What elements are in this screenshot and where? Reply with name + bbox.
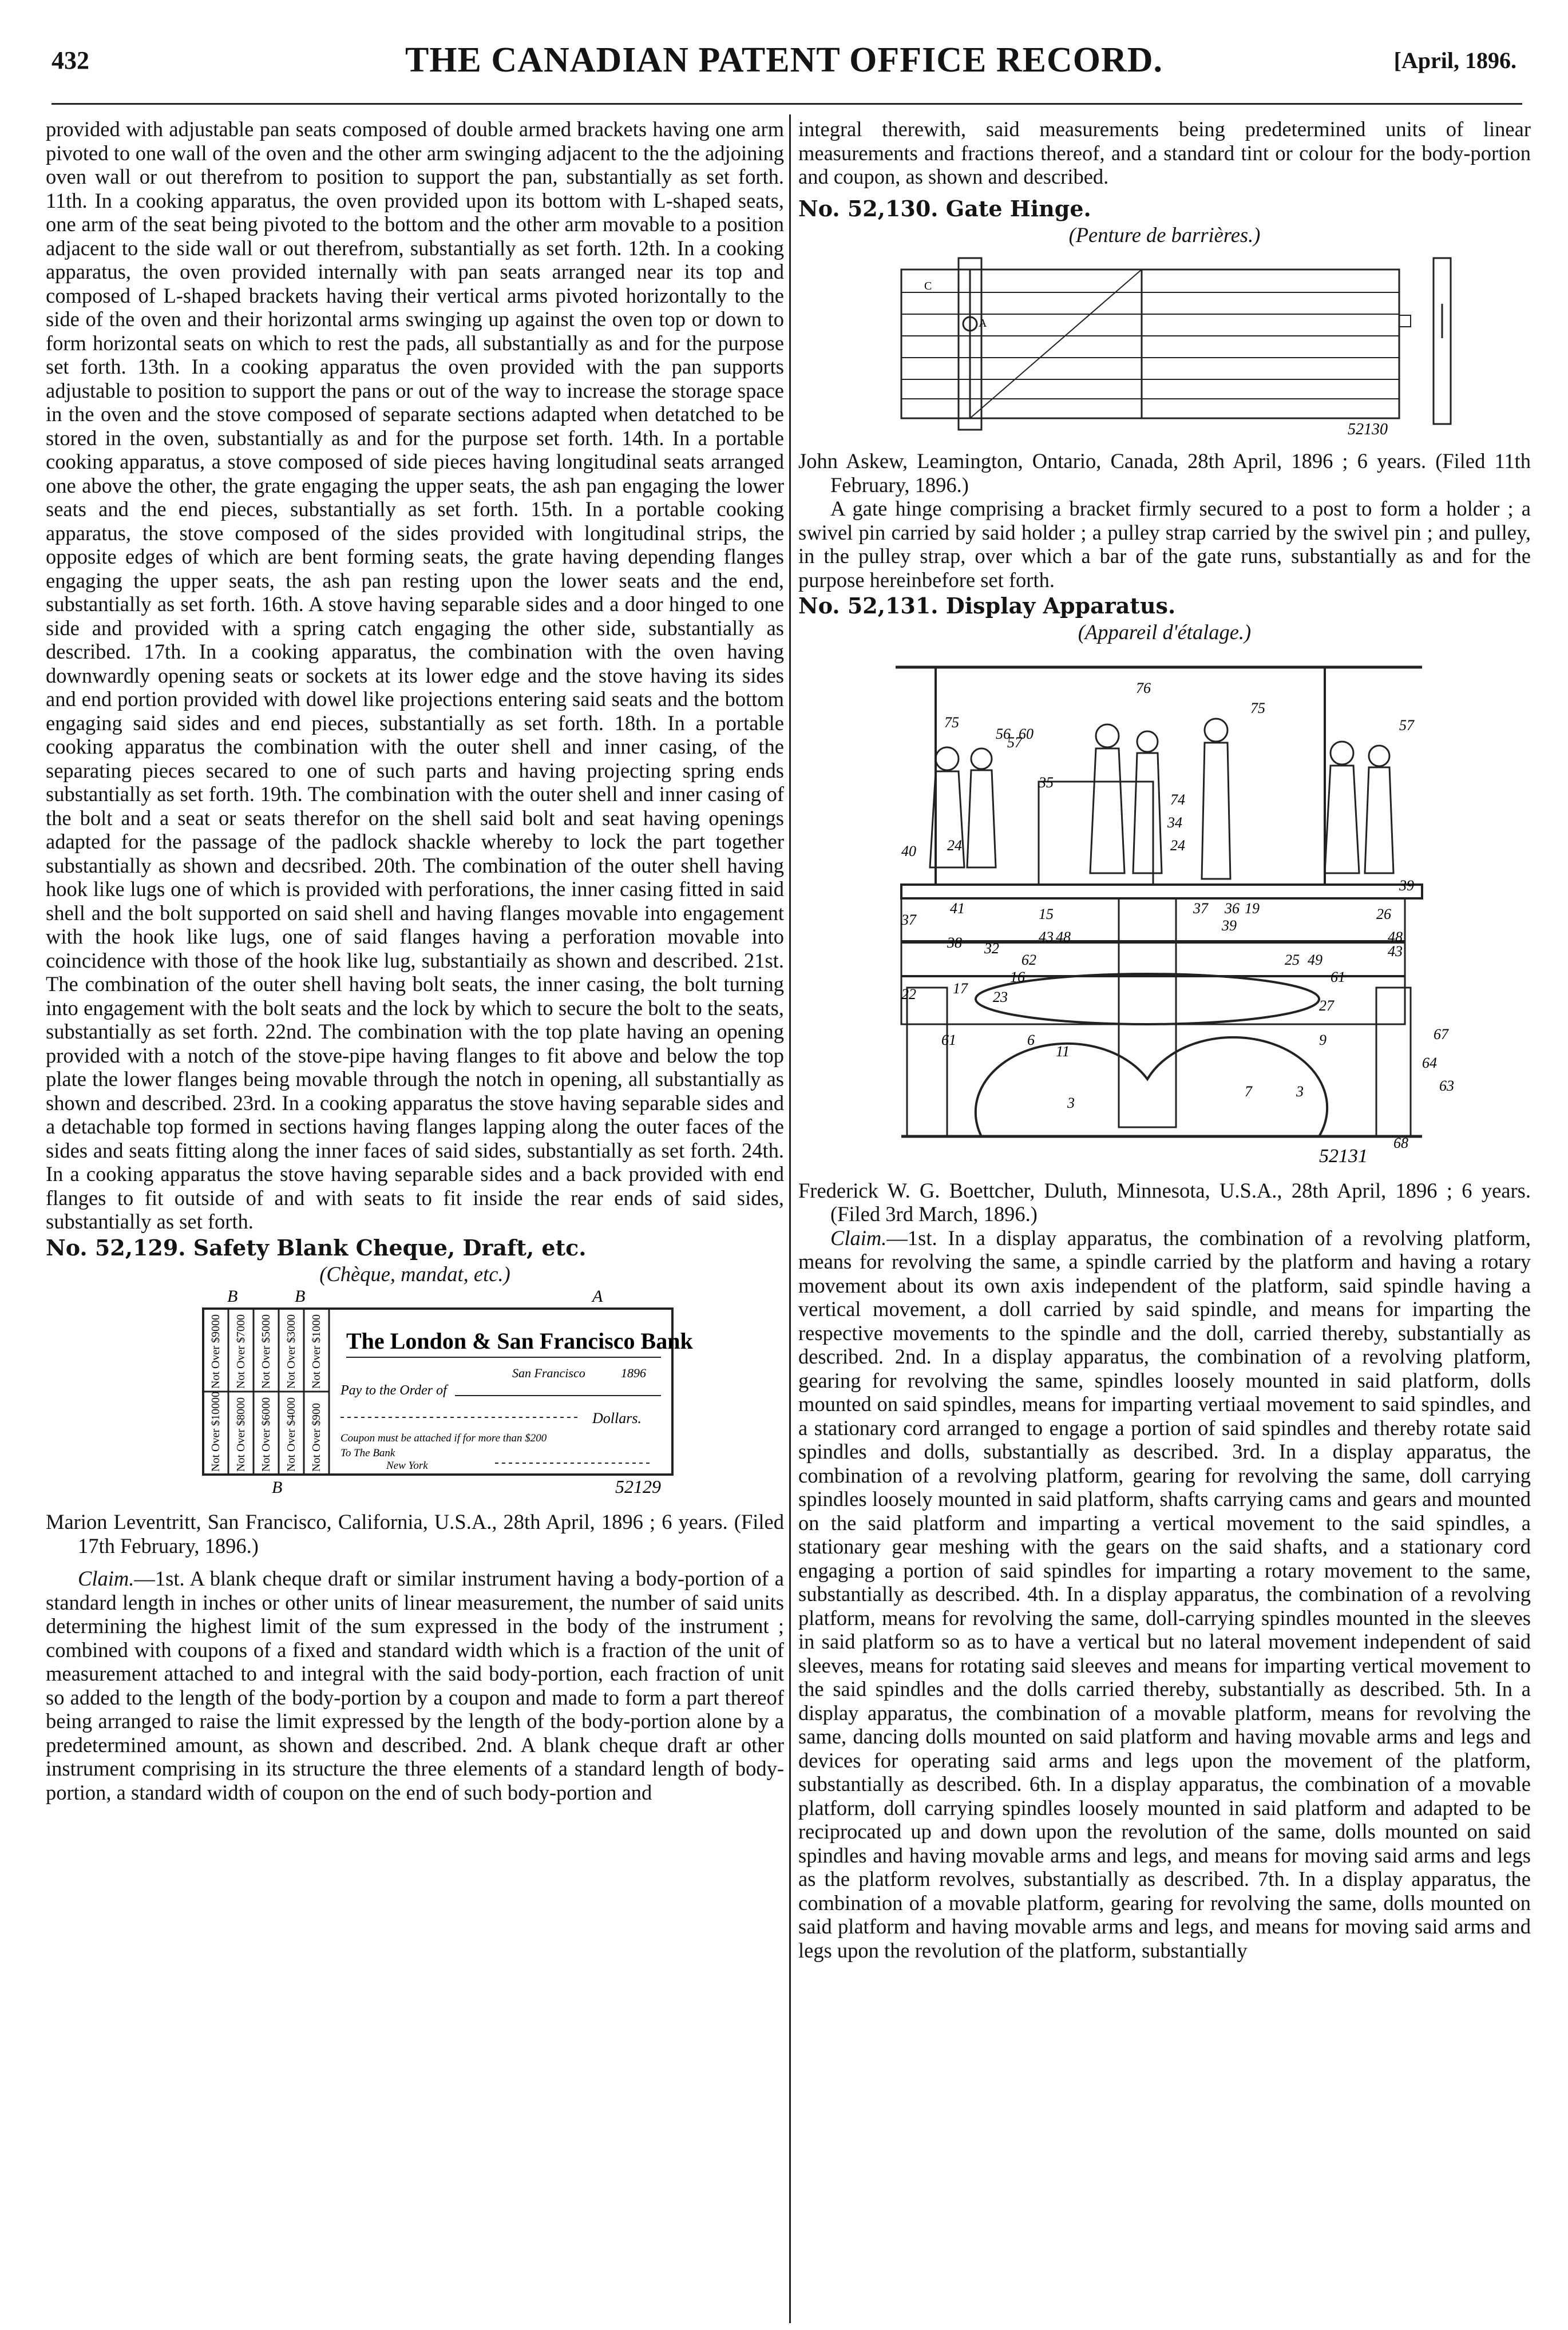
apparatus-fig-number: 52131 [1319,1145,1368,1167]
ref-letter-a: A [592,1287,603,1306]
apparatus-label: 74 [1170,791,1185,808]
apparatus-label: 3 [1067,1094,1075,1111]
gate-fig-number: 52130 [1348,421,1388,438]
ref-letter-b-1: B [227,1287,238,1306]
apparatus-label: 11 [1056,1043,1070,1060]
apparatus-label: 75 [944,714,959,731]
claims-text-52131: —1st. In a display apparatus, the combination of a revolving platform, means for revolving the same, a spindle carried by the platform and having a rotary movement about its own axis independent of the platform, said spindle having a vertical movement, a doll carried by said spindle, and means for imparting the respective movements to the spindle and the doll, carried thereby, substantially as described. 2nd. In a display apparatus, the combination of a revolving platform, gearing for revolving the same, spindles loosely mounted in said platform, dolls mounted on said spindles, means for imparting vertiaal movement to said spindles, and a stationary cord arranged to engage a portion of said spindles and thereby rotate said spindles and dolls, substantially as described. 3rd. In a display apparatus, the combination of a revolving platform, gearing for revolving the same, doll carrying spindles loosely mounted in said platform, shafts carrying cams and gears and mounted on the said platform and imparting a vertical movement to the said spindles, a stationary gear meshing with the gears on the said shafts, and a stationary cord engaging a portion of said spindles for imparting a rotary movement to the same, substantially as described. 4th. In a display apparatus, the combination of a revolving platform, means for revolving the same, doll-carrying spindles mounted in the sleeves in said platform so as to have a vertical but no lateral movement independent of said sleeves, means for rotating said sleeves and means for imparting vertical movement to the said spindles and the dolls carried thereby, substantially as described. 5th. In a display apparatus, the combination of a movable platform, means for revolving the same, dancing dolls mounted on said platform and having movable arms and legs and devices for operating said arms and legs upon the movement of the platform, substantially as described. 6th. In a display apparatus, the combination of a movable platform, doll carrying spindles loosely mounted in said platform and adapted to be reciprocated up and down upon the revolution of the same, dolls mounted on said spindles and having movable arms and legs, and means for moving said arms and legs as the platform revolves, substantially as described. 7th. In a display apparatus, the combination of a movable platform, gearing for revolving the same, dolls mounted on said platform and having movable arms and legs, and means for moving said arms and legs upon the revolution of the platform, substantially [798,1226,1531,1962]
apparatus-label: 63 [1439,1077,1454,1094]
patent-heading-52131: No. 52,131. Display Apparatus. [798,593,1176,619]
apparatus-label: 61 [941,1031,956,1048]
page-header [52,40,1516,92]
stub-top-5: Not Over $1000 [310,1314,323,1389]
claims-52131 [798,1226,1531,1963]
bank-name: The London & San Francisco Bank [346,1328,693,1354]
apparatus-label: 39 [1399,877,1414,894]
french-title-52129: (Chèque, mandat, etc.) [319,1262,510,1286]
french-title-52131: (Appareil d'étalage.) [1078,620,1252,644]
claims-52129 [46,1567,784,1804]
cheque-year: 1896 [621,1366,646,1380]
french-title-52130: (Penture de barrières.) [1068,223,1261,247]
gate-hinge-drawing [856,247,1474,441]
apparatus-label: 32 [984,940,999,957]
apparatus-label: 9 [1319,1031,1327,1048]
apparatus-label: 7 [1245,1083,1252,1100]
drawee-city: New York [386,1460,428,1472]
apparatus-label: 43 [1388,942,1403,960]
issue-date: [April, 1896. [1393,47,1516,73]
stub-top-4: Not Over $3000 [285,1314,298,1389]
apparatus-label: 27 [1319,997,1334,1014]
apparatus-label: 67 [1434,1025,1448,1043]
apparatus-label: 60 [1019,725,1034,742]
apparatus-label: 34 [1167,814,1182,831]
apparatus-label: 24 [947,837,962,854]
apparatus-label: 68 [1393,1134,1408,1151]
ref-letter-b-3: B [272,1478,283,1497]
apparatus-label: 57 [1007,734,1022,751]
right-column [798,117,1531,1962]
apparatus-label: 39 [1222,917,1237,934]
dollars-label: Dollars. [592,1410,642,1426]
cheque-fig-number: 52129 [615,1476,661,1497]
apparatus-label: 22 [901,985,916,1002]
page-number: 432 [52,46,89,74]
apparatus-label: 43 [1039,928,1054,945]
stub-bottom-1: Not Over $10000 [209,1392,222,1472]
apparatus-label: 76 [1136,679,1151,696]
apparatus-label: 40 [901,842,916,859]
apparatus-label: 15 [1039,905,1054,922]
apparatus-label: 48 [1388,928,1403,945]
cheque-place: San Francisco [512,1366,585,1380]
journal-title: THE CANADIAN PATENT OFFICE RECORD. [405,41,1163,80]
cheque-figure [100,1286,730,1497]
apparatus-label: 75 [1250,699,1265,716]
apparatus-label: 49 [1308,951,1322,968]
apparatus-label: 3 [1296,1083,1304,1100]
apparatus-label: 37 [1193,899,1208,917]
apparatus-label: 64 [1422,1054,1437,1071]
apparatus-label: 56 [996,725,1011,742]
apparatus-label: 38 [947,934,962,951]
gate-letter-c: C [924,280,932,292]
stub-bottom-3: Not Over $6000 [260,1397,272,1472]
pay-line: Pay to the Order of [340,1383,447,1398]
apparatus-label: 26 [1376,905,1391,922]
stub-top-3: Not Over $5000 [260,1314,272,1389]
display-apparatus-drawing [850,644,1479,1171]
stub-top-1: Not Over $9000 [209,1314,222,1389]
left-column [46,117,784,1804]
claims-text-52129: —1st. A blank cheque draft or similar instrument having a body-portion of a standard length in inches or other units of linear measurement, the number of said units determining the highest limit of the sum expressed in the body of the instrument ; combined with coupons of a fixed and standard width which is a fraction of the unit of measurement attached to and integral with the said body-portion, each fraction of unit so added to the length of the body-portion by a coupon and made to form a part thereof being arranged to raise the limit expressed by the length of the body-portion alone by a predetermined amount, as shown and described. 2nd. A blank cheque draft ar other instrument comprising in its structure the three elements of a standard length of body-portion, a standard width of coupon on the end of such body-portion and [46,1567,784,1804]
patent-heading-52129: No. 52,129. Safety Blank Cheque, Draft, etc. [46,1234,587,1261]
abstract-52130: A gate hinge comprising a bracket firmly secured to a post to form a holder ; a swivel pin carried by said holder ; a pulley strap carried by the swivel pin ; and pulley, in the pulley strap, over which a bar of the gate runs, substantially as and for the purpose hereinbefore set forth. [798,497,1531,592]
coupon-note: Coupon must be attached if for more than $200 [340,1432,547,1444]
apparatus-label: 57 [1399,716,1414,734]
continued-text-right: integral therewith, said measurements being predetermined units of linear measurements and fractions thereof, and a standard tint or colour for the body-portion and coupon, as shown and described. [798,117,1531,188]
stub-bottom-5: Not Over $900 [310,1403,323,1472]
apparatus-label: 16 [1010,968,1025,985]
apparatus-label: 17 [953,980,968,997]
display-apparatus-figure [850,644,1479,1171]
gate-hinge-figure [856,247,1474,441]
apparatus-label: 19 [1245,899,1260,917]
gate-letter-a: A [979,317,987,330]
header-rule [52,103,1522,105]
continued-claims-text: provided with adjustable pan seats composed of double armed brackets having one arm pivoted to one wall of the oven and the other arm swinging adjacent to the the adjoining oven wall or out therefrom to position to support the pan, substantially as set forth. 11th. In a cooking apparatus, the oven provided upon its bottom with L-shaped seats, one arm of the seat being pivoted to the bottom and the other arm movable to a position adjacent to the side wall or out therefrom, substantially as set forth. 12th. In a cooking apparatus, the oven provided internally with pan seats arranged near its top and composed of L-shaped brackets having their vertical arms pivoted horizontally to the side of the oven and their horizontal arms swinging up against the oven top or down to form horizontal seats on which to rest the pads, all substantially as and for the purpose set forth. 13th. In a cooking apparatus the oven provided with the pan supports adjustable to position to support the pans or out of the way to increase the storage space in the oven and the stove composed of separate sections adapted when detatched to be stored in the oven, substantially as and for the purpose set forth. 14th. In a portable cooking apparatus, a stove composed of side pieces having longitudinal seats arranged one above the other, the grate engaging the upper seats, the ash pan engaging the lower seats and the end pieces, substantially as set forth. 15th. In a portable cooking apparatus, the stove composed of the sides provided with longitudinal strips, the opposite edges of which are bent forming seats, the grate having depending flanges engaging the upper seats, the ash pan resting upon the lower seats and the end, substantially as set forth. 16th. A stove having separable sides and a door hinged to one side and provided with a spring catch engaging the other side, substantially as described. 17th. In a cooking apparatus, the combination with the oven having downwardly opening seats or sockets at its lower edge and the stove having its sides and end portion provided with dowel like projections entering said seats and the bottom engaging said sides and end pieces, substantially as set forth. 18th. In a portable cooking apparatus the combination with the outer shell and inner casing, of the separating pieces secared to one of such parts and having projecting spring ends substantially as set forth. 19th. The combination with the outer shell and inner casing of the bolt and a seat or seats therefor on the shell said bolt and seat having openings adapted for the passage of the padlock shackle whereby to lock the part together substantially as shown and decsribed. 20th. The combination of the outer shell having hook like lugs one of which is provided with perforations, the inner casing fitted in said shell and the bolt supported on said shell and having flanges movable into engagement with the hook like lugs, one of said flanges having a perforation movable into coincidence with those of the hook like lug, substantiaily as shown and described. 21st. The combination of the outer shell having bolt seats, the inner casing, the bolt turning into engagement with the bolt seats and the lock by which to secure the bolt to the seats, substantially as set forth. 22nd. The combination with the top plate having an opening provided with a notch of the stove-pipe having flanges to fit above and below the top plate the lower flanges being movable through the notch in opening, all substantially as shown and described. 23rd. In a cooking apparatus the stove having separable sides and a detachable top formed in sections having flanges lapping along the outer faces of the sides and seats fitting along the inner faces of said sides, substantially as set forth. 24th. In a cooking apparatus the stove having separable sides and a back provided with end flanges to fit outside of and with seats to fit inside the rear ends of said sides, substantially as set forth. [46,117,784,1233]
patent-heading-52130: No. 52,130. Gate Hinge. [798,195,1091,221]
claim-label-52131: Claim. [830,1226,887,1250]
apparatus-label: 62 [1021,951,1036,968]
cheque-drawing [100,1286,730,1497]
apparatus-label: 41 [950,899,965,917]
claim-label-52129: Claim. [78,1567,134,1590]
column-divider [789,114,791,2323]
apparatus-label: 24 [1170,837,1185,854]
inventor-52129: Marion Leventritt, San Francisco, California, U.S.A., 28th April, 1896 ; 6 years. (Filed 17th February, 1896.) [46,1510,784,1558]
apparatus-label: 23 [993,988,1008,1005]
drawee-bank: To The Bank [340,1447,395,1459]
inventor-52130: John Askew, Leamington, Ontario, Canada, 28th April, 1896 ; 6 years. (Filed 11th February, 1896.) [798,449,1531,497]
apparatus-label: 36 [1225,899,1240,917]
apparatus-label: 37 [901,911,916,928]
apparatus-label: 48 [1056,928,1071,945]
stub-bottom-4: Not Over $4000 [285,1397,298,1472]
apparatus-label: 35 [1039,774,1054,791]
apparatus-label: 61 [1331,968,1345,985]
apparatus-label: 25 [1285,951,1300,968]
ref-letter-b-2: B [295,1287,306,1306]
inventor-52131: Frederick W. G. Boettcher, Duluth, Minnesota, U.S.A., 28th April, 1896 ; 6 years. (Filed 3rd March, 1896.) [798,1178,1531,1226]
stub-top-2: Not Over $7000 [235,1314,247,1389]
stub-bottom-2: Not Over $8000 [235,1397,247,1472]
apparatus-label: 6 [1027,1031,1035,1048]
